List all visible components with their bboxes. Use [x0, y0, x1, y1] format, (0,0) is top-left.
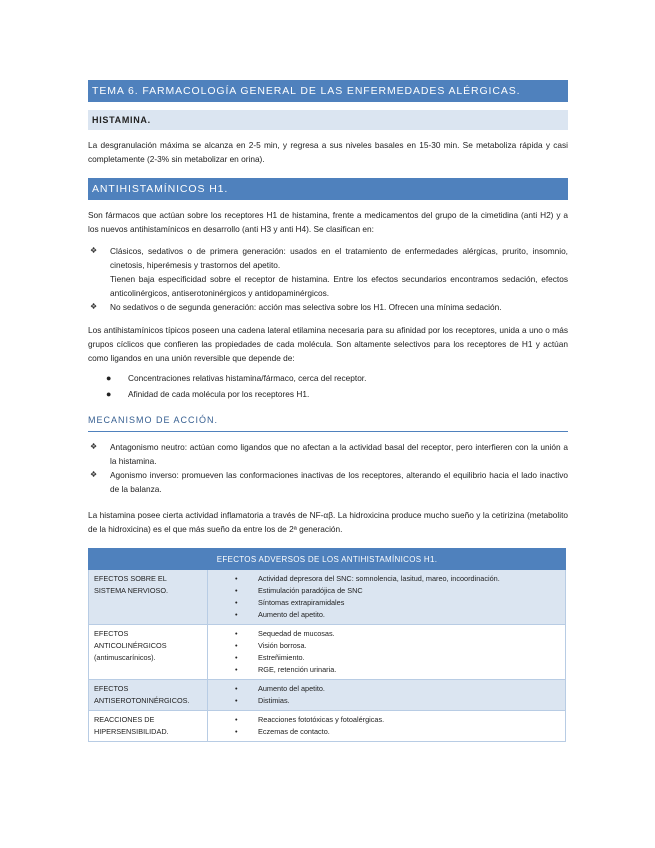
table-row — [89, 711, 566, 742]
row-effects — [208, 570, 566, 625]
row-category — [89, 680, 208, 711]
diamond-bullet-icon: ❖ — [90, 302, 98, 311]
table-row — [89, 625, 566, 680]
category-line: (antimuscarínicos). — [94, 653, 156, 662]
list-item — [88, 468, 568, 496]
effect-text: Eczemas de contacto. — [258, 727, 330, 736]
table-title: EFECTOS ADVERSOS DE LOS ANTIHISTAMÍNICOS H1. — [89, 549, 566, 570]
category-text: EFECTOS SOBRE EL — [94, 574, 167, 583]
effect-item — [213, 597, 560, 609]
effect-item — [213, 609, 560, 621]
effect-item — [213, 683, 560, 695]
list-item — [88, 387, 568, 401]
dependency-list — [88, 371, 568, 401]
effect-item — [213, 628, 560, 640]
effect-text: Aumento del apetito. — [258, 610, 325, 619]
list-item-text: Antagonismo neutro: actúan como ligandos que no afectan a la actividad basal del receptor, pero interfieren con la unión a la histamina. — [110, 442, 568, 466]
effect-text: RGE, retención urinaria. — [258, 665, 337, 674]
effect-text: Visión borrosa. — [258, 641, 307, 650]
bullet-icon: • — [235, 727, 238, 736]
category-line: EFECTOS — [94, 684, 129, 693]
dot-bullet-icon: ● — [106, 373, 112, 383]
dot-bullet-icon: ● — [106, 389, 112, 399]
list-item — [88, 244, 568, 300]
mecanismo-list — [88, 440, 568, 496]
row-effects — [208, 625, 566, 680]
bullet-icon: • — [235, 684, 238, 693]
bullet-icon: • — [235, 653, 238, 662]
list-item-text: No sedativos o de segunda generación: acción mas selectiva sobre los H1. Ofrecen una mínima sedación. — [110, 302, 502, 312]
list-item-text: Clásicos, sedativos o de primera generación: usados en el tratamiento de enfermedades alérgicas, prurito, insomnio, cinetosis, hiperémesis y trastornos del apetito. — [110, 246, 568, 270]
bullet-icon: • — [235, 586, 238, 595]
bullet-icon: • — [235, 574, 238, 583]
diamond-bullet-icon: ❖ — [90, 442, 98, 451]
diamond-bullet-icon: ❖ — [90, 470, 98, 479]
table-row — [89, 680, 566, 711]
mecanismo-heading: MECANISMO DE ACCIÓN. — [88, 415, 568, 432]
effect-text: Actividad depresora del SNC: somnolencia, lasitud, mareo, incoordinación. — [258, 574, 500, 583]
list-item-text: Concentraciones relativas histamina/fármaco, cerca del receptor. — [128, 373, 367, 383]
effect-item — [213, 726, 560, 738]
classification-list — [88, 244, 568, 314]
category-line: HIPERSENSIBILIDAD. — [94, 727, 169, 736]
bullet-icon: • — [235, 610, 238, 619]
effect-item — [213, 664, 560, 676]
mecanismo-closing-paragraph: La histamina posee cierta actividad inflamatoria a través de NF-αβ. La hidroxicina produce mucho sueño y la cetirizina (metabolito de la hidroxicina) es el que más sueño da entre los de 2ª generación. — [88, 510, 568, 534]
tema-title: TEMA 6. FARMACOLOGÍA GENERAL DE LAS ENFERMEDADES ALÉRGICAS. — [88, 80, 568, 102]
list-item-text: Afinidad de cada molécula por los receptores H1. — [128, 389, 310, 399]
histamina-paragraph: La desgranulación máxima se alcanza en 2-5 min, y regresa a sus niveles basales en 15-30 min. Se metaboliza rápida y casi completamente (2-3% sin metabolizar en orina). — [88, 140, 568, 164]
row-effects — [208, 711, 566, 742]
list-item — [88, 300, 568, 314]
typical-paragraph: Los antihistamínicos típicos poseen una cadena lateral etilamina necesaria para su afinidad por los receptores, unida a uno o más grupos cíclicos que confieren las propiedades de cada molécula. Son altamente selectivos para los receptores de H1 y actúan como ligandos en una unión reversible que depende de: — [88, 325, 568, 363]
effect-text: Estreñimiento. — [258, 653, 305, 662]
row-category — [89, 625, 208, 680]
category-line: REACCIONES DE — [94, 715, 155, 724]
bullet-icon: • — [235, 641, 238, 650]
row-effects — [208, 680, 566, 711]
list-item — [88, 440, 568, 468]
effect-item — [213, 652, 560, 664]
bullet-icon: • — [235, 715, 238, 724]
effect-text: Distimias. — [258, 696, 290, 705]
effect-item — [213, 640, 560, 652]
bullet-icon: • — [235, 598, 238, 607]
antihistaminicos-intro: Son fármacos que actúan sobre los receptores H1 de histamina, frente a medicamentos del grupo de la cimetidina (anti H2) y a los nuevos antihistamínicos en desarrollo (anti H3 y anti H4). Se clasifican en: — [88, 210, 568, 234]
effect-item — [213, 695, 560, 707]
effect-text: Estimulación paradójica de SNC — [258, 586, 363, 595]
list-item — [88, 371, 568, 385]
category-line: ANTISEROTONINÉRGICOS. — [94, 696, 190, 705]
row-category — [89, 570, 208, 625]
bullet-icon: • — [235, 629, 238, 638]
effect-text: Síntomas extrapiramidales — [258, 598, 345, 607]
effect-text: Sequedad de mucosas. — [258, 629, 335, 638]
diamond-bullet-icon: ❖ — [90, 246, 98, 255]
list-item-text: Tienen baja especificidad sobre el receptor de histamina. Entre los efectos secundarios encontramos sedación, efectos anticolinérgicos, antiserotoninérgicos y antidopaminérgicos. — [110, 274, 568, 298]
category-line: ANTICOLINÉRGICOS — [94, 641, 167, 650]
category-line — [94, 573, 202, 585]
adverse-effects-table — [88, 548, 566, 742]
bullet-icon: • — [235, 665, 238, 674]
row-category — [89, 711, 208, 742]
effect-item — [213, 714, 560, 726]
antihistaminicos-heading: ANTIHISTAMÍNICOS H1. — [88, 178, 568, 200]
list-item-text: Agonismo inverso: promueven las conformaciones inactivas de los receptores, alterando el equilibrio hacia el lado inactivo de la balanza. — [110, 470, 568, 494]
effect-text: Aumento del apetito. — [258, 684, 325, 693]
table-row — [89, 570, 566, 625]
bullet-icon: • — [235, 696, 238, 705]
category-line: SISTEMA NERVIOSO. — [94, 586, 169, 595]
document-page — [88, 80, 568, 742]
effect-item — [213, 573, 560, 585]
histamina-heading: HISTAMINA. — [88, 110, 568, 130]
effect-text: Reacciones fototóxicas y fotoalérgicas. — [258, 715, 385, 724]
effect-item — [213, 585, 560, 597]
category-line: EFECTOS — [94, 629, 129, 638]
